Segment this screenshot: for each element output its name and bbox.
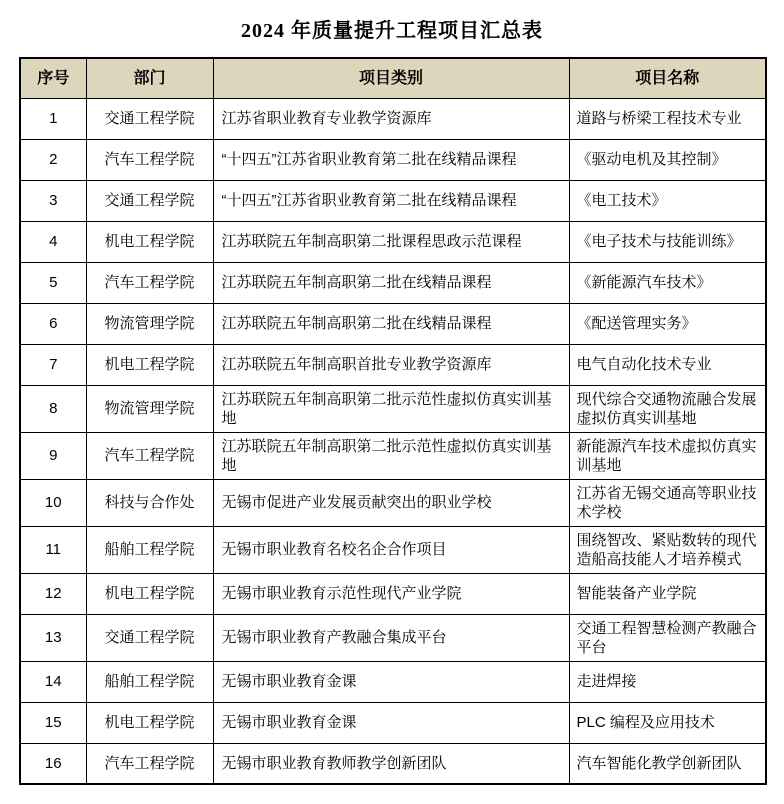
table-row [20, 661, 766, 702]
cell-no: 14 [20, 661, 86, 702]
cell-name: 电气自动化技术专业 [569, 344, 766, 385]
table-row [20, 303, 766, 344]
cell-department: 船舶工程学院 [86, 661, 213, 702]
cell-name: 围绕智改、紧贴数转的现代造船高技能人才培养模式 [569, 526, 766, 573]
cell-category: “十四五”江苏省职业教育第二批在线精品课程 [213, 180, 569, 221]
cell-department: 机电工程学院 [86, 221, 213, 262]
cell-category: 江苏省职业教育专业教学资源库 [213, 98, 569, 139]
cell-no: 8 [20, 385, 86, 432]
cell-name: 智能装备产业学院 [569, 573, 766, 614]
cell-category: 江苏联院五年制高职第二批课程思政示范课程 [213, 221, 569, 262]
cell-category: 江苏联院五年制高职第二批示范性虚拟仿真实训基地 [213, 432, 569, 479]
table-row [20, 432, 766, 479]
header-cell-dept: 部门 [86, 58, 213, 98]
cell-no: 13 [20, 614, 86, 661]
cell-no: 12 [20, 573, 86, 614]
cell-category: 无锡市职业教育金课 [213, 702, 569, 743]
cell-name: 交通工程智慧检测产教融合平台 [569, 614, 766, 661]
cell-name: 《电工技术》 [569, 180, 766, 221]
table-row [20, 573, 766, 614]
cell-department: 科技与合作处 [86, 479, 213, 526]
table-row [20, 479, 766, 526]
cell-department: 汽车工程学院 [86, 743, 213, 784]
cell-category: 江苏联院五年制高职第二批示范性虚拟仿真实训基地 [213, 385, 569, 432]
cell-department: 汽车工程学院 [86, 262, 213, 303]
cell-no: 6 [20, 303, 86, 344]
table-row [20, 344, 766, 385]
table-row [20, 262, 766, 303]
cell-no: 10 [20, 479, 86, 526]
cell-category: 无锡市职业教育金课 [213, 661, 569, 702]
cell-no: 7 [20, 344, 86, 385]
table-row [20, 139, 766, 180]
table-body [20, 98, 766, 784]
cell-name: 《电子技术与技能训练》 [569, 221, 766, 262]
cell-department: 船舶工程学院 [86, 526, 213, 573]
cell-department: 机电工程学院 [86, 573, 213, 614]
cell-no: 2 [20, 139, 86, 180]
cell-no: 15 [20, 702, 86, 743]
table-row [20, 614, 766, 661]
cell-name: 新能源汽车技术虚拟仿真实训基地 [569, 432, 766, 479]
cell-name: 《驱动电机及其控制》 [569, 139, 766, 180]
cell-no: 9 [20, 432, 86, 479]
cell-category: 江苏联院五年制高职第二批在线精品课程 [213, 303, 569, 344]
header-cell-category: 项目类别 [213, 58, 569, 98]
projects-summary-table [19, 57, 767, 785]
cell-department: 机电工程学院 [86, 344, 213, 385]
cell-department: 交通工程学院 [86, 98, 213, 139]
cell-name: 江苏省无锡交通高等职业技术学校 [569, 479, 766, 526]
cell-department: 交通工程学院 [86, 180, 213, 221]
table-row [20, 526, 766, 573]
table-row [20, 221, 766, 262]
cell-name: PLC 编程及应用技术 [569, 702, 766, 743]
cell-category: 无锡市职业教育名校名企合作项目 [213, 526, 569, 573]
cell-name: 现代综合交通物流融合发展虚拟仿真实训基地 [569, 385, 766, 432]
cell-category: 江苏联院五年制高职首批专业教学资源库 [213, 344, 569, 385]
header-cell-name: 项目名称 [569, 58, 766, 98]
cell-category: 无锡市职业教育教师教学创新团队 [213, 743, 569, 784]
cell-category: 无锡市职业教育示范性现代产业学院 [213, 573, 569, 614]
table-row [20, 743, 766, 784]
cell-department: 汽车工程学院 [86, 432, 213, 479]
cell-category: 无锡市促进产业发展贡献突出的职业学校 [213, 479, 569, 526]
table-row [20, 385, 766, 432]
table-row [20, 98, 766, 139]
cell-department: 物流管理学院 [86, 303, 213, 344]
cell-category: 江苏联院五年制高职第二批在线精品课程 [213, 262, 569, 303]
header-cell-no: 序号 [20, 58, 86, 98]
cell-no: 5 [20, 262, 86, 303]
table-row [20, 702, 766, 743]
cell-no: 4 [20, 221, 86, 262]
page-title: 2024 年质量提升工程项目汇总表 [241, 20, 543, 42]
cell-department: 交通工程学院 [86, 614, 213, 661]
cell-category: “十四五”江苏省职业教育第二批在线精品课程 [213, 139, 569, 180]
cell-department: 机电工程学院 [86, 702, 213, 743]
table-header-row [20, 58, 766, 98]
cell-no: 11 [20, 526, 86, 573]
cell-category: 无锡市职业教育产教融合集成平台 [213, 614, 569, 661]
cell-name: 《配送管理实务》 [569, 303, 766, 344]
cell-no: 1 [20, 98, 86, 139]
cell-name: 走进焊接 [569, 661, 766, 702]
cell-no: 16 [20, 743, 86, 784]
cell-department: 物流管理学院 [86, 385, 213, 432]
cell-no: 3 [20, 180, 86, 221]
cell-department: 汽车工程学院 [86, 139, 213, 180]
cell-name: 道路与桥梁工程技术专业 [569, 98, 766, 139]
table-row [20, 180, 766, 221]
cell-name: 《新能源汽车技术》 [569, 262, 766, 303]
cell-name: 汽车智能化教学创新团队 [569, 743, 766, 784]
